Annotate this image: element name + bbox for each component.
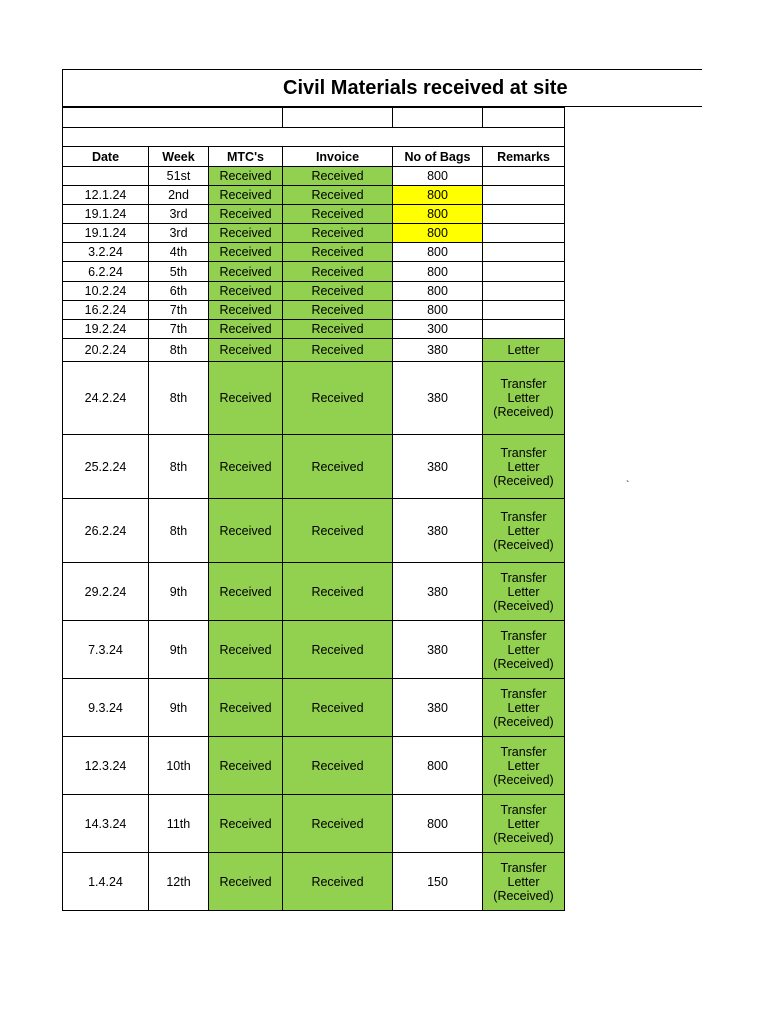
mtc-cell: Received (209, 362, 283, 435)
date-cell: 19.1.24 (63, 205, 149, 224)
invoice-cell: Received (283, 243, 393, 262)
mtc-cell: Received (209, 853, 283, 911)
header-mtc: MTC's (209, 147, 283, 167)
bags-cell: 800 (393, 282, 483, 301)
mtc-cell: Received (209, 243, 283, 262)
date-cell: 14.3.24 (63, 795, 149, 853)
remarks-cell: Transfer Letter (Received) (483, 499, 565, 563)
date-cell: 1.4.24 (63, 853, 149, 911)
date-cell (63, 167, 149, 186)
week-cell: 9th (149, 621, 209, 679)
header-week: Week (149, 147, 209, 167)
table-row (63, 186, 565, 205)
mtc-cell: Received (209, 186, 283, 205)
bags-cell: 800 (393, 186, 483, 205)
remarks-cell (483, 320, 565, 339)
invoice-cell: Received (283, 853, 393, 911)
bags-cell: 380 (393, 563, 483, 621)
invoice-cell: Received (283, 621, 393, 679)
sheet-title: Civil Materials received at site (283, 77, 568, 99)
header-remarks: Remarks (483, 147, 565, 167)
invoice-cell: Received (283, 167, 393, 186)
remarks-cell: Transfer Letter (Received) (483, 362, 565, 435)
bags-cell: 800 (393, 243, 483, 262)
week-cell: 10th (149, 737, 209, 795)
remarks-cell: Transfer Letter (Received) (483, 563, 565, 621)
blank-cell (63, 128, 565, 147)
invoice-cell: Received (283, 679, 393, 737)
bags-cell: 800 (393, 795, 483, 853)
mtc-cell: Received (209, 205, 283, 224)
remarks-cell (483, 301, 565, 320)
mtc-cell: Received (209, 282, 283, 301)
table-row (63, 282, 565, 301)
mtc-cell: Received (209, 621, 283, 679)
mtc-cell: Received (209, 167, 283, 186)
table-row (63, 262, 565, 282)
bags-cell: 150 (393, 853, 483, 911)
invoice-cell: Received (283, 795, 393, 853)
bags-cell: 800 (393, 167, 483, 186)
bags-cell: 800 (393, 262, 483, 282)
week-cell: 2nd (149, 186, 209, 205)
invoice-cell: Received (283, 362, 393, 435)
mtc-cell: Received (209, 301, 283, 320)
table-row (63, 224, 565, 243)
table-row (63, 301, 565, 320)
remarks-cell: Transfer Letter (Received) (483, 853, 565, 911)
invoice-cell: Received (283, 737, 393, 795)
week-cell: 12th (149, 853, 209, 911)
week-cell: 11th (149, 795, 209, 853)
table-row (63, 679, 565, 737)
remarks-cell (483, 186, 565, 205)
week-cell: 51st (149, 167, 209, 186)
mtc-cell: Received (209, 679, 283, 737)
invoice-cell: Received (283, 224, 393, 243)
bags-cell: 800 (393, 224, 483, 243)
date-cell: 26.2.24 (63, 499, 149, 563)
header-date: Date (63, 147, 149, 167)
remarks-cell (483, 205, 565, 224)
invoice-cell: Received (283, 205, 393, 224)
remarks-cell (483, 224, 565, 243)
header-row (63, 147, 565, 167)
week-cell: 6th (149, 282, 209, 301)
materials-table (62, 107, 565, 911)
table-row (63, 167, 565, 186)
invoice-cell: Received (283, 339, 393, 362)
header-invoice: Invoice (283, 147, 393, 167)
week-cell: 8th (149, 362, 209, 435)
table-row (63, 320, 565, 339)
table-row (63, 853, 565, 911)
week-cell: 3rd (149, 205, 209, 224)
date-cell: 19.1.24 (63, 224, 149, 243)
remarks-cell (483, 243, 565, 262)
mtc-cell: Received (209, 224, 283, 243)
bags-cell: 380 (393, 362, 483, 435)
bags-cell: 380 (393, 679, 483, 737)
week-cell: 9th (149, 679, 209, 737)
invoice-cell: Received (283, 320, 393, 339)
week-cell: 8th (149, 339, 209, 362)
bags-cell: 380 (393, 621, 483, 679)
table-row (63, 737, 565, 795)
blank-cell (283, 108, 393, 128)
invoice-cell: Received (283, 186, 393, 205)
date-cell: 6.2.24 (63, 262, 149, 282)
date-cell: 12.3.24 (63, 737, 149, 795)
week-cell: 8th (149, 435, 209, 499)
remarks-cell: Letter (483, 339, 565, 362)
table-row (63, 243, 565, 262)
date-cell: 29.2.24 (63, 563, 149, 621)
mtc-cell: Received (209, 339, 283, 362)
mtc-cell: Received (209, 795, 283, 853)
invoice-cell: Received (283, 282, 393, 301)
date-cell: 20.2.24 (63, 339, 149, 362)
mtc-cell: Received (209, 563, 283, 621)
header-bags: No of Bags (393, 147, 483, 167)
title-row (62, 69, 702, 107)
bags-cell: 800 (393, 737, 483, 795)
invoice-cell: Received (283, 499, 393, 563)
blank-row (63, 128, 565, 147)
invoice-cell: Received (283, 563, 393, 621)
date-cell: 3.2.24 (63, 243, 149, 262)
mtc-cell: Received (209, 320, 283, 339)
bags-cell: 380 (393, 499, 483, 563)
blank-cell (393, 108, 483, 128)
mtc-cell: Received (209, 737, 283, 795)
week-cell: 3rd (149, 224, 209, 243)
mtc-cell: Received (209, 435, 283, 499)
table-row (63, 339, 565, 362)
mtc-cell: Received (209, 262, 283, 282)
blank-cell (63, 108, 283, 128)
table-row (63, 795, 565, 853)
table-row (63, 499, 565, 563)
mtc-cell: Received (209, 499, 283, 563)
table-row (63, 205, 565, 224)
date-cell: 9.3.24 (63, 679, 149, 737)
bags-cell: 300 (393, 320, 483, 339)
week-cell: 7th (149, 301, 209, 320)
invoice-cell: Received (283, 435, 393, 499)
table-body (63, 108, 565, 911)
bags-cell: 380 (393, 435, 483, 499)
bags-cell: 800 (393, 205, 483, 224)
week-cell: 8th (149, 499, 209, 563)
remarks-cell: Transfer Letter (Received) (483, 621, 565, 679)
date-cell: 7.3.24 (63, 621, 149, 679)
table-row (63, 362, 565, 435)
remarks-cell (483, 167, 565, 186)
remarks-cell: Transfer Letter (Received) (483, 737, 565, 795)
remarks-cell: Transfer Letter (Received) (483, 679, 565, 737)
date-cell: 19.2.24 (63, 320, 149, 339)
table-row (63, 435, 565, 499)
date-cell: 12.1.24 (63, 186, 149, 205)
bags-cell: 380 (393, 339, 483, 362)
week-cell: 9th (149, 563, 209, 621)
week-cell: 4th (149, 243, 209, 262)
week-cell: 5th (149, 262, 209, 282)
bags-cell: 800 (393, 301, 483, 320)
date-cell: 16.2.24 (63, 301, 149, 320)
date-cell: 25.2.24 (63, 435, 149, 499)
table-row (63, 563, 565, 621)
blank-row (63, 108, 565, 128)
date-cell: 10.2.24 (63, 282, 149, 301)
invoice-cell: Received (283, 301, 393, 320)
stray-mark: ` (626, 480, 630, 491)
remarks-cell: Transfer Letter (Received) (483, 435, 565, 499)
week-cell: 7th (149, 320, 209, 339)
remarks-cell: Transfer Letter (Received) (483, 795, 565, 853)
table-row (63, 621, 565, 679)
blank-cell (483, 108, 565, 128)
date-cell: 24.2.24 (63, 362, 149, 435)
remarks-cell (483, 282, 565, 301)
remarks-cell (483, 262, 565, 282)
invoice-cell: Received (283, 262, 393, 282)
